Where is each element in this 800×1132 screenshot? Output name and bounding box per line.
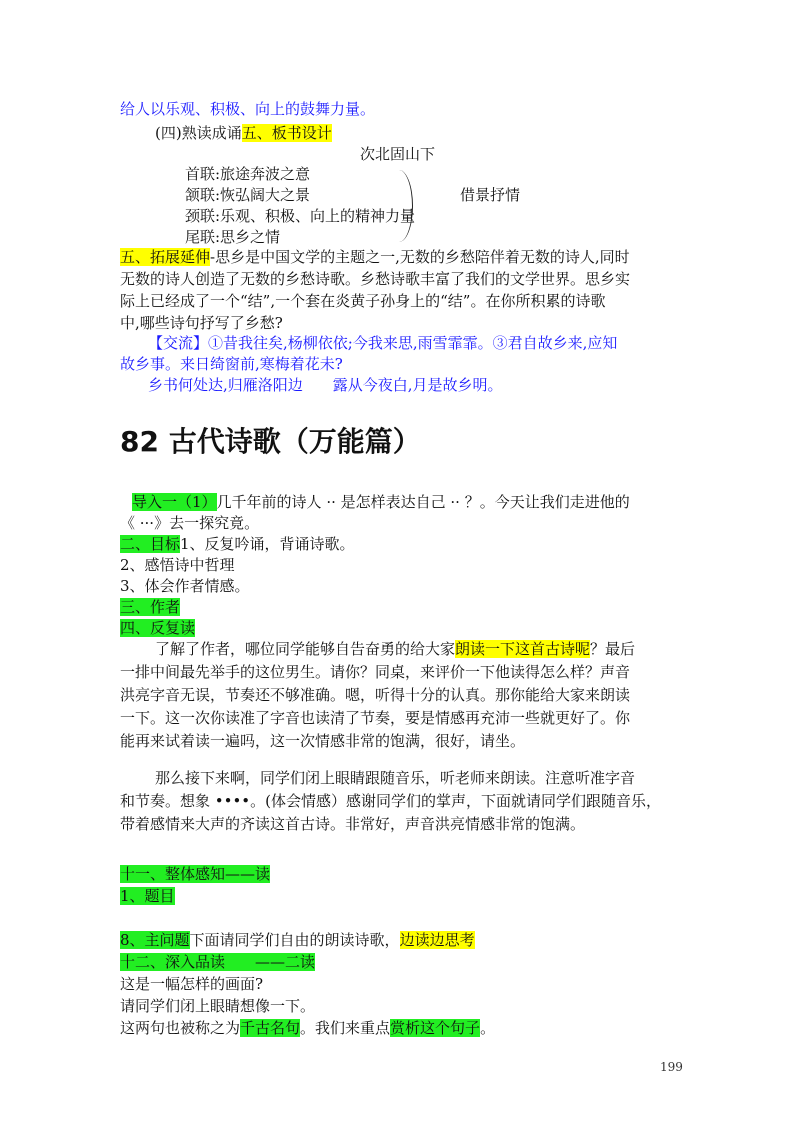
text-line [120, 951, 315, 973]
board-summary: 借景抒情 [460, 186, 521, 204]
exchange-line [148, 374, 503, 396]
page-number: 199 [660, 1060, 683, 1074]
highlight: 五、板书设计 [241, 124, 332, 142]
exchange-line: 【交流】①昔我往矣,杨柳依依;今我来思,雨雪霏霏。③君自故乡来,应知 [148, 334, 618, 352]
section-label: 导入一（1） [132, 493, 217, 511]
text: (四)熟读成诵 [155, 124, 242, 142]
text-line [120, 1017, 495, 1039]
text-line: 际上已经成了一个“结”,一个套在炎黄子孙身上的“结”。在你所积累的诗歌 [120, 292, 606, 310]
couplet-line: 颈联:乐观、积极、向上的精神力量 [185, 207, 416, 225]
section-label: 十一、整体感知——读 [120, 865, 271, 883]
couplet-line: 颔联:恢弘阔大之景 [185, 186, 311, 204]
board-title: 次北固山下 [360, 145, 436, 163]
text-line: 一排中间最先举手的这位男生。请你？同桌，来评价一下他读得怎么样？声音 [120, 663, 631, 681]
text: 。 [480, 1019, 496, 1037]
text: 1、反复吟诵，背诵诗歌。 [180, 535, 355, 553]
section-label: 8、主问题 [120, 931, 190, 949]
text-line [120, 929, 475, 951]
text: 几千年前的诗人 ·· 是怎样表达自己 ·· ？。今天让我们走进他的 [216, 493, 630, 511]
section-label: 1、题目 [120, 887, 175, 905]
text-line [155, 638, 635, 660]
section-label: 五、拓展延伸 [120, 248, 211, 266]
text-line [132, 491, 630, 513]
text-line: 那么接下来啊，同学们闭上眼睛跟随音乐，听老师来朗读。注意听准字音 [155, 769, 636, 787]
exchange-line: 故乡事。来日绮窗前,寒梅着花未? [120, 355, 343, 373]
text: 乡书何处达,归雁洛阳边 [148, 376, 303, 394]
section-heading: 82 古代诗歌（万能篇） [120, 425, 421, 458]
brace [398, 170, 413, 242]
text: 这两句也被称之为 [120, 1019, 241, 1037]
text-line [120, 533, 355, 555]
highlight: 朗读一下这首古诗呢 [455, 640, 591, 658]
text-line: 和节奏。想象 ••••。(体会情感）感谢同学们的掌声，下面就请同学们跟随音乐， [120, 792, 662, 810]
couplet-line: 尾联:思乡之情 [185, 228, 281, 246]
text-line: 能再来试着读一遍吗，这一次情感非常的饱满，很好，请坐。 [120, 732, 526, 750]
section-label: 三、作者 [120, 598, 181, 616]
text-line [155, 122, 332, 144]
text-line: 请同学们闭上眼睛想像一下。 [120, 997, 316, 1015]
text-line: 一下。这一次你读准了字音也读清了节奏，要是情感再充沛一些就更好了。你 [120, 709, 631, 727]
couplet-line: 首联:旅途奔波之意 [185, 165, 311, 183]
text-line: 给人以乐观、积极、向上的鼓舞力量。 [120, 100, 376, 118]
text: 露从今夜白,月是故乡明。 [332, 376, 503, 394]
text: ？最后 [590, 640, 636, 658]
text-line [120, 885, 175, 907]
text-line: 《 ···》去一探究竟。 [120, 514, 260, 532]
section-label: 二、目标 [120, 535, 181, 553]
text-line: 洪亮字音无误，节奏还不够准确。嗯，听得十分的认真。那你能给大家来朗读 [120, 686, 631, 704]
text-line: 3、体会作者情感。 [120, 577, 250, 595]
text-line [120, 617, 195, 639]
highlight: 赏析这个句子 [390, 1019, 481, 1037]
section-label: 四、反复读 [120, 619, 196, 637]
highlight: 边读边思考 [399, 931, 475, 949]
text-line [120, 863, 270, 885]
text: 了解了作者，哪位同学能够自告奋勇的给大家 [155, 640, 456, 658]
text: 。我们来重点 [300, 1019, 391, 1037]
section-label: 十二、深入品读 ——二读 [120, 953, 316, 971]
text-line: 这是一幅怎样的画面? [120, 975, 264, 993]
text-line [120, 246, 630, 268]
text-line: 无数的诗人创造了无数的乡愁诗歌。乡愁诗歌丰富了我们的文学世界。思乡实 [120, 270, 631, 288]
text-line: 带着感情来大声的齐读这首古诗。非常好，声音洪亮情感非常的饱满。 [120, 815, 586, 833]
text: 下面请同学们自由的朗读诗歌， [189, 931, 400, 949]
text-line: 2、感悟诗中哲理 [120, 556, 235, 574]
highlight: 千古名句 [240, 1019, 301, 1037]
text-line [120, 596, 180, 618]
text: -思乡是中国文学的主题之一,无数的乡愁陪伴着无数的诗人,同时 [210, 248, 630, 266]
text-line: 中,哪些诗句抒写了乡愁? [120, 314, 283, 332]
